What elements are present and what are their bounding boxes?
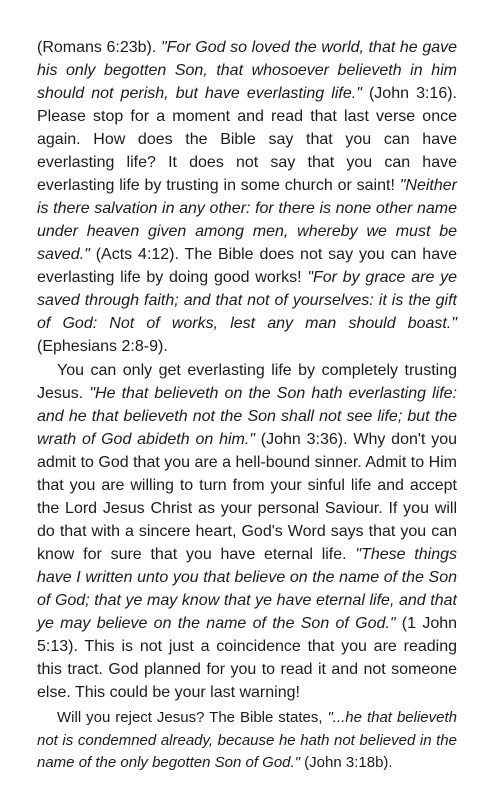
paragraph-1 xyxy=(37,36,457,358)
scripture-quote: "Neither is there salvation in any other: for there is none other name under heaven given among men, whereby we must be saved." xyxy=(37,177,457,263)
text-segment: You can only get everlasting life by completely trusting Jesus. xyxy=(37,362,457,402)
text-segment: Will you reject Jesus? The Bible states, xyxy=(57,709,328,726)
scripture-quote: "He that believeth on the Son hath everlasting life: and he that believeth not the Son shall not see life; but the wrath of God abideth on him." xyxy=(37,385,458,448)
text-segment: (John 3:36). Why don't you admit to God that you are a hell-bound sinner. Admit to Him that you are willing to turn from your sinful life and accept the Lord Jesus Christ as your personal Saviour. If you will do that with a sincere heart, God's Word says that you can know for sure that you have eternal life. xyxy=(37,431,457,563)
text-segment: (Romans 6:23b). xyxy=(37,39,161,56)
scripture-quote: "These things have I written unto you that believe on the name of the Son of God; that ye may know that ye have eternal life, and that ye may believe on the name of the Son of God." xyxy=(37,546,457,632)
scripture-quote: "...he that believeth not is condemned already, because he hath not believed in the name of the only begotten Son of God." xyxy=(37,709,457,771)
paragraph-2 xyxy=(37,359,457,704)
scripture-quote: "For God so loved the world, that he gave his only begotten Son, that whosoever believeth in him should not perish, but have everlasting life." xyxy=(37,39,458,102)
text-segment: (1 John 5:13). This is not just a coincidence that you are reading this tract. God planned for you to read it and not someone else. This could be your last warning! xyxy=(37,615,458,701)
scripture-quote: "For by grace are ye saved through faith; and that not of yourselves: it is the gift of God: Not of works, lest any man should boast." xyxy=(37,269,458,332)
text-segment: (John 3:16). Please stop for a moment and read that last verse once again. How does the Bible say that you can have everlasting life? It does not say that you can have everlasting life by trusting in some church or saint! xyxy=(37,85,457,194)
text-segment: (Acts 4:12). The Bible does not say you can have everlasting life by doing good works! xyxy=(37,246,457,286)
tract-page xyxy=(37,36,457,776)
text-segment: (John 3:18b). xyxy=(300,754,393,771)
text-segment: (Ephesians 2:8-9). xyxy=(37,338,168,355)
paragraph-3 xyxy=(37,707,457,775)
